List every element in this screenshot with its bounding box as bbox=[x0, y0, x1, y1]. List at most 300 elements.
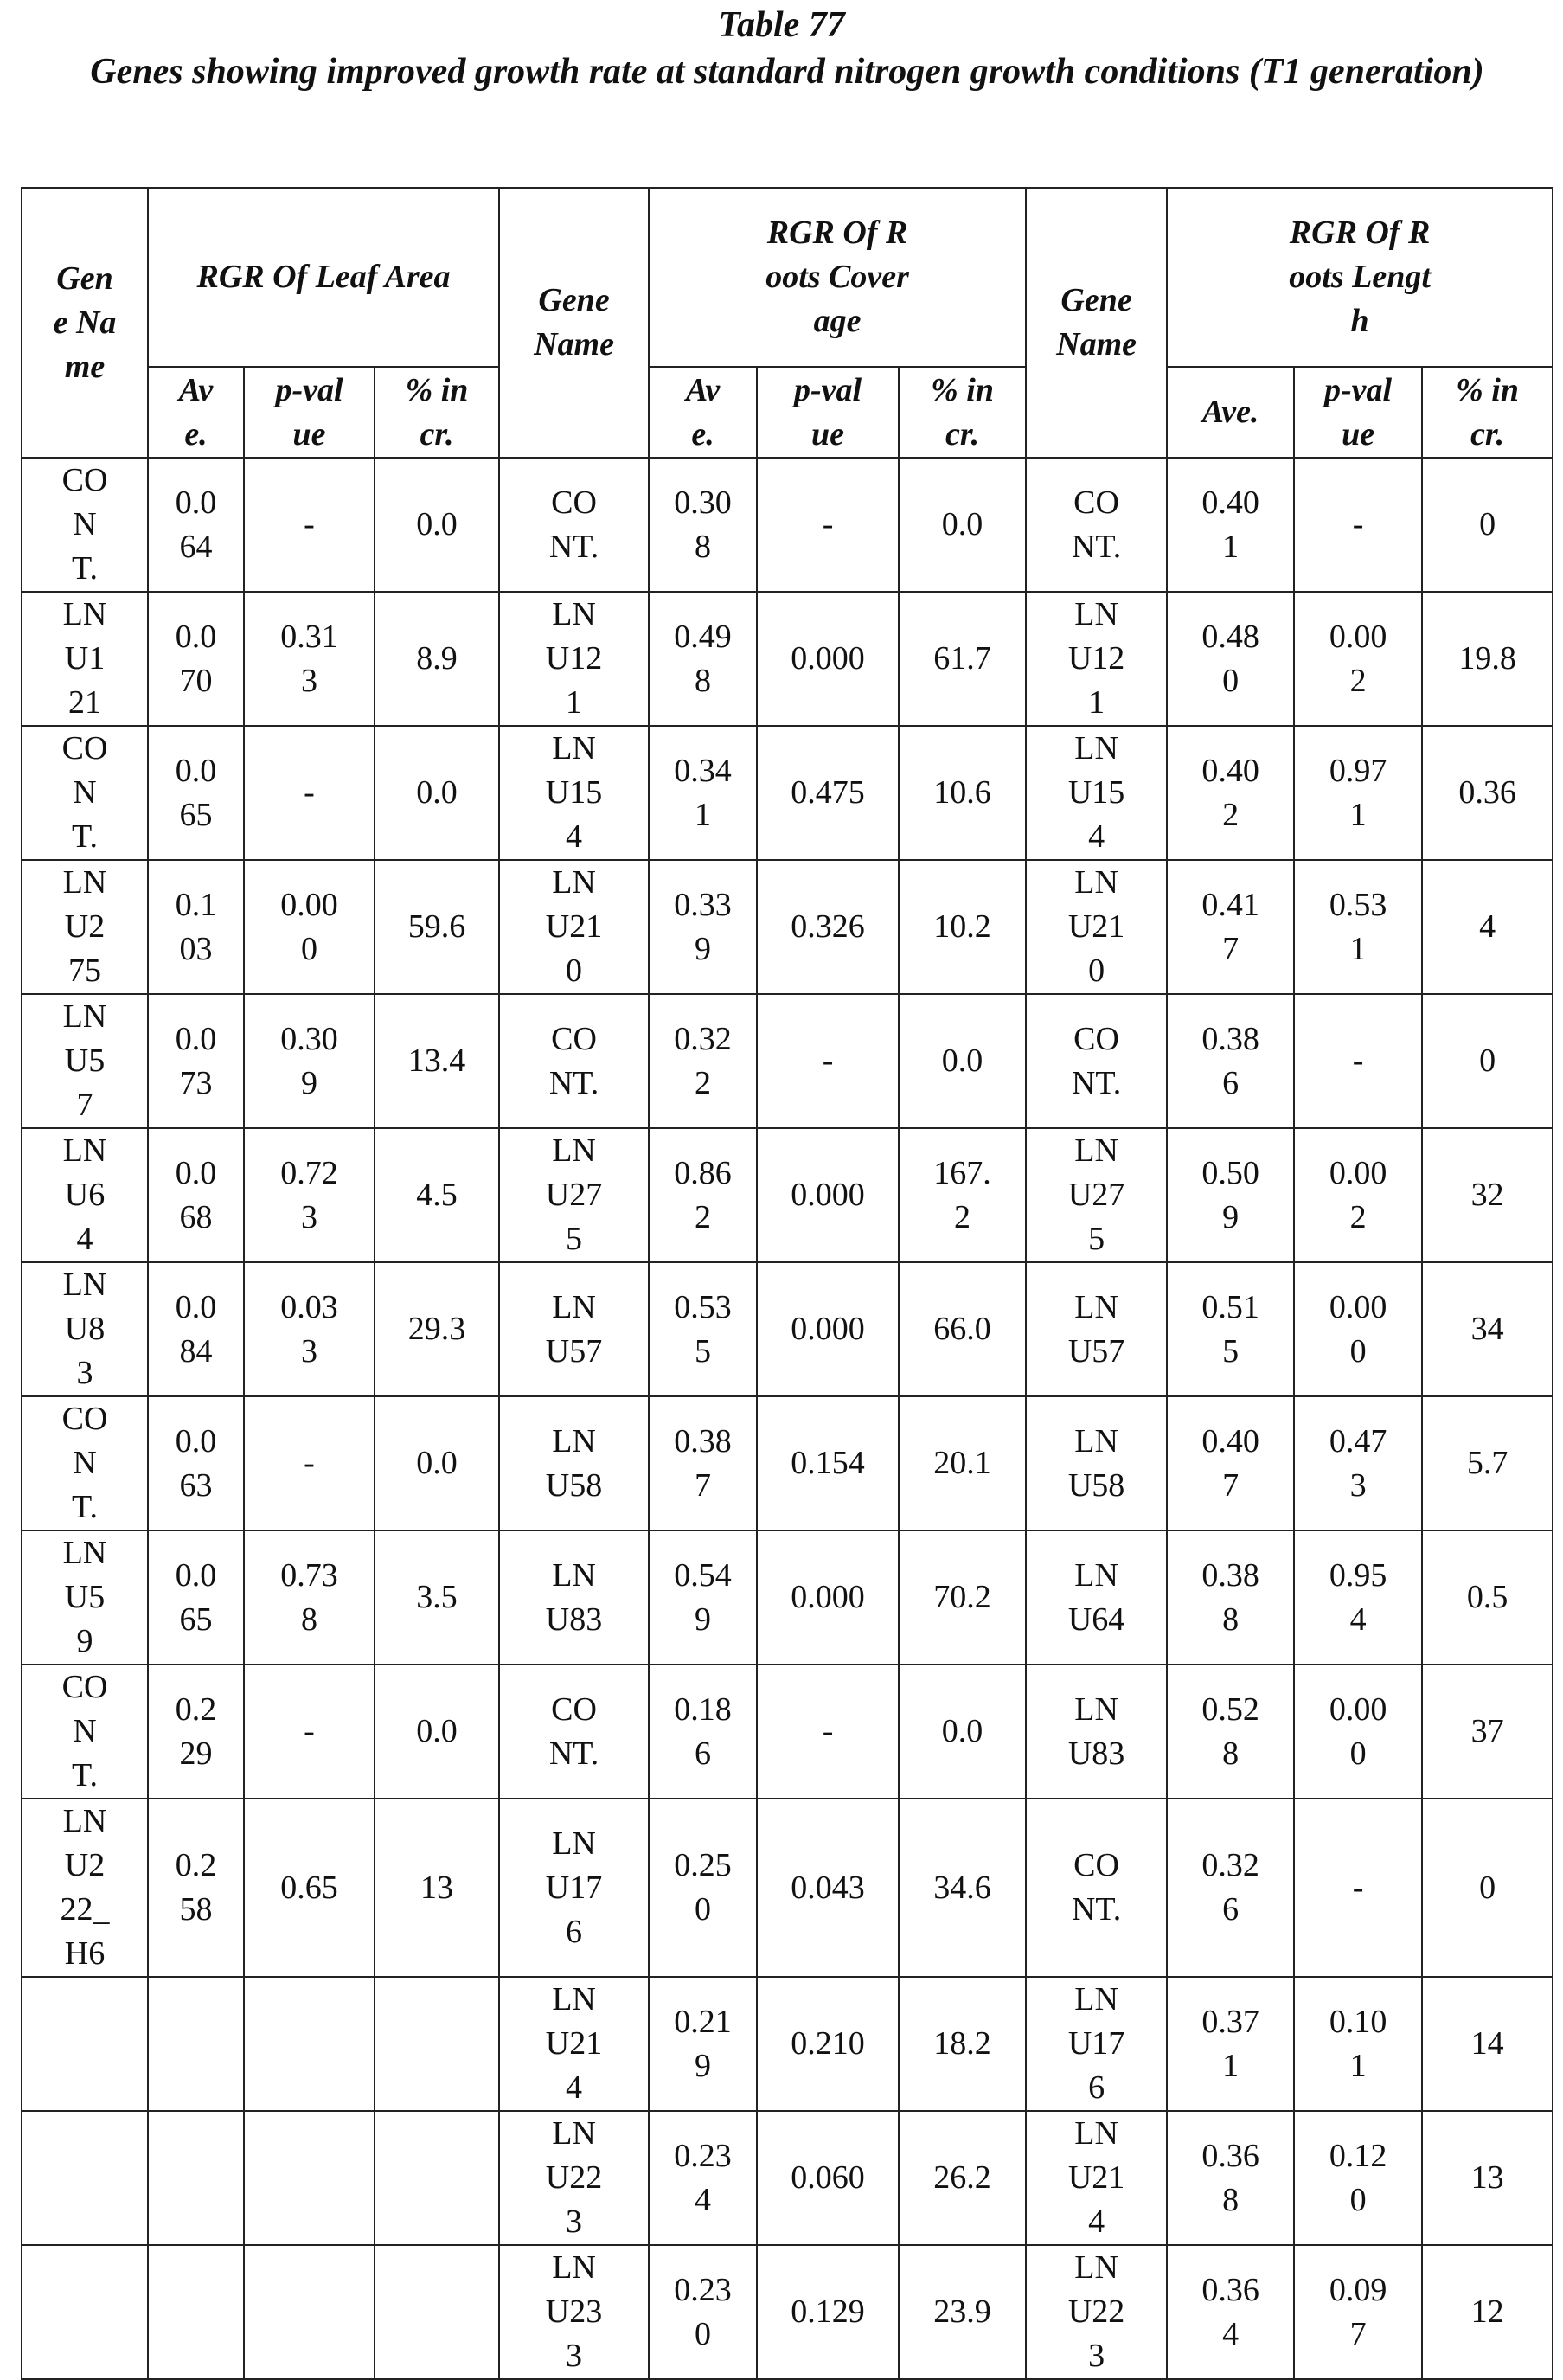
cell-ave bbox=[148, 860, 244, 994]
table-caption: Genes showing improved growth rate at standard nitrogen growth conditions (T1 generation) bbox=[52, 48, 1522, 95]
cell-gene-name bbox=[22, 458, 148, 592]
cell-value: 0.387 bbox=[670, 1420, 736, 1508]
cell-gene-name bbox=[22, 2245, 148, 2379]
cell-value: LNU275 bbox=[61, 861, 110, 993]
cell-gene-name bbox=[499, 726, 649, 860]
cell-ave bbox=[148, 1530, 244, 1665]
cell-value: 0.000 bbox=[1325, 1286, 1391, 1374]
cell-p-value bbox=[1294, 994, 1422, 1128]
cell-value: 0.402 bbox=[1198, 749, 1264, 837]
cell-ave bbox=[649, 1262, 757, 1396]
cell-value: 0.000 bbox=[791, 1173, 865, 1217]
cell-ave bbox=[148, 726, 244, 860]
cell-p-value bbox=[1294, 726, 1422, 860]
header-gene-name-2: Gene Name bbox=[499, 188, 649, 458]
cell-value: 0.002 bbox=[1325, 615, 1391, 703]
cell-gene-name bbox=[1026, 1262, 1167, 1396]
cell-gene-name bbox=[499, 1977, 649, 2111]
cell-pct-incr bbox=[1422, 994, 1553, 1128]
cell-value: - bbox=[823, 1710, 834, 1754]
cell-ave bbox=[1167, 860, 1294, 994]
cell-gene-name bbox=[499, 2245, 649, 2379]
cell-pct-incr bbox=[375, 1128, 499, 1262]
cell-gene-name bbox=[499, 860, 649, 994]
cell-value: LNU154 bbox=[541, 727, 607, 859]
cell-value: 66.0 bbox=[930, 1307, 996, 1351]
cell-ave bbox=[649, 592, 757, 726]
table-row bbox=[22, 2245, 1553, 2379]
header-pvalue-1: p-value bbox=[244, 367, 375, 458]
cell-pct-incr bbox=[375, 726, 499, 860]
cell-ave bbox=[1167, 1977, 1294, 2111]
cell-ave bbox=[148, 592, 244, 726]
cell-value: 0.234 bbox=[670, 2134, 736, 2223]
cell-value: 0.326 bbox=[1198, 1844, 1264, 1932]
cell-ave bbox=[148, 1665, 244, 1799]
cell-value: 0.480 bbox=[1198, 615, 1264, 703]
cell-p-value bbox=[757, 1530, 899, 1665]
cell-pct-incr bbox=[1422, 1799, 1553, 1977]
cell-p-value bbox=[1294, 1530, 1422, 1665]
cell-gene-name bbox=[1026, 1977, 1167, 2111]
cell-pct-incr bbox=[899, 1128, 1026, 1262]
cell-value: 0.0 bbox=[930, 1710, 996, 1754]
cell-pct-incr bbox=[1422, 1128, 1553, 1262]
cell-pct-incr bbox=[1422, 458, 1553, 592]
cell-value: LNU121 bbox=[541, 593, 607, 725]
header-ave-2: Ave. bbox=[649, 367, 757, 458]
cell-value: LNU121 bbox=[61, 593, 110, 725]
cell-pct-incr bbox=[375, 458, 499, 592]
cell-value: 26.2 bbox=[930, 2156, 996, 2200]
cell-value: 0.250 bbox=[670, 1844, 736, 1932]
cell-p-value bbox=[757, 726, 899, 860]
cell-value: 13 bbox=[420, 1866, 453, 1910]
cell-gene-name bbox=[1026, 994, 1167, 1128]
cell-ave bbox=[148, 994, 244, 1128]
cell-p-value bbox=[757, 1262, 899, 1396]
cell-p-value bbox=[244, 1128, 375, 1262]
cell-ave bbox=[1167, 1262, 1294, 1396]
cell-p-value bbox=[1294, 1977, 1422, 2111]
cell-value: - bbox=[1325, 1866, 1391, 1910]
cell-p-value bbox=[757, 1799, 899, 1977]
cell-pct-incr bbox=[899, 592, 1026, 726]
cell-value: 0.186 bbox=[670, 1688, 736, 1776]
cell-value: 70.2 bbox=[930, 1575, 996, 1620]
cell-value: LNU58 bbox=[541, 1420, 607, 1508]
cell-value: - bbox=[277, 771, 343, 815]
cell-value: 0.475 bbox=[791, 771, 865, 815]
cell-value: LNU83 bbox=[1064, 1688, 1130, 1776]
cell-ave bbox=[649, 458, 757, 592]
cell-ave bbox=[1167, 592, 1294, 726]
cell-value: 0.326 bbox=[791, 905, 865, 949]
cell-value: - bbox=[277, 1441, 343, 1485]
cell-value: 61.7 bbox=[930, 637, 996, 681]
cell-ave bbox=[1167, 2111, 1294, 2245]
cell-value: 0.407 bbox=[1198, 1420, 1264, 1508]
cell-value: CONT. bbox=[1064, 1017, 1130, 1106]
header-incr-1: % incr. bbox=[375, 367, 499, 458]
header-rgr-roots-length: RGR Of Roots Length bbox=[1167, 188, 1553, 367]
cell-value: 0.535 bbox=[670, 1286, 736, 1374]
cell-p-value bbox=[244, 1977, 375, 2111]
cell-ave bbox=[148, 1396, 244, 1530]
cell-pct-incr bbox=[1422, 2111, 1553, 2245]
cell-p-value bbox=[1294, 1262, 1422, 1396]
cell-value: 5.7 bbox=[1467, 1441, 1509, 1485]
cell-value: 0.070 bbox=[171, 615, 221, 703]
cell-value: 0.002 bbox=[1325, 1152, 1391, 1240]
header-incr-3: % incr. bbox=[1422, 367, 1553, 458]
cell-p-value bbox=[244, 1530, 375, 1665]
cell-gene-name bbox=[499, 458, 649, 592]
cell-value: - bbox=[823, 1039, 834, 1083]
cell-value: 0.401 bbox=[1198, 481, 1264, 569]
header-ave-3: Ave. bbox=[1167, 367, 1294, 458]
table-row bbox=[22, 1396, 1553, 1530]
cell-value: 0.0 bbox=[416, 1441, 458, 1485]
cell-ave bbox=[649, 2111, 757, 2245]
header-gene-name-1: Gene Name bbox=[22, 188, 148, 458]
cell-value: LNU57 bbox=[1064, 1286, 1130, 1374]
cell-gene-name bbox=[499, 1665, 649, 1799]
cell-value: 37 bbox=[1471, 1710, 1504, 1754]
cell-ave bbox=[649, 860, 757, 994]
cell-gene-name bbox=[499, 994, 649, 1128]
cell-value: CONT. bbox=[1064, 481, 1130, 569]
cell-gene-name bbox=[1026, 860, 1167, 994]
cell-ave bbox=[1167, 1396, 1294, 1530]
cell-gene-name bbox=[1026, 1530, 1167, 1665]
cell-value: LNU64 bbox=[61, 1129, 110, 1261]
cell-value: 0.064 bbox=[171, 481, 221, 569]
cell-pct-incr bbox=[375, 592, 499, 726]
cell-value: 0.129 bbox=[791, 2290, 865, 2334]
cell-ave bbox=[649, 1977, 757, 2111]
cell-value: 0.219 bbox=[670, 2000, 736, 2088]
cell-value: CONT. bbox=[61, 727, 110, 859]
table-title: Table 77 bbox=[0, 2, 1563, 48]
cell-value: LNU83 bbox=[541, 1554, 607, 1642]
cell-value: LNU233 bbox=[541, 2246, 607, 2378]
table-row bbox=[22, 1530, 1553, 1665]
cell-pct-incr bbox=[1422, 1977, 1553, 2111]
cell-pct-incr bbox=[375, 1977, 499, 2111]
cell-value: CONT. bbox=[61, 1397, 110, 1530]
cell-gene-name bbox=[22, 1530, 148, 1665]
cell-value: - bbox=[1325, 503, 1391, 547]
cell-value: 0.364 bbox=[1198, 2268, 1264, 2357]
cell-value: 0.065 bbox=[171, 749, 221, 837]
cell-value: 29.3 bbox=[408, 1307, 466, 1351]
cell-ave bbox=[649, 994, 757, 1128]
cell-gene-name bbox=[1026, 1799, 1167, 1977]
header-pvalue-2: p-value bbox=[757, 367, 899, 458]
cell-value: 0.154 bbox=[791, 1441, 865, 1485]
cell-value: 0.386 bbox=[1198, 1017, 1264, 1106]
cell-ave bbox=[649, 726, 757, 860]
cell-value: 18.2 bbox=[930, 2022, 996, 2066]
cell-p-value bbox=[1294, 458, 1422, 592]
cell-ave bbox=[148, 1128, 244, 1262]
cell-value: LNU57 bbox=[61, 995, 110, 1127]
cell-value: 20.1 bbox=[930, 1441, 996, 1485]
cell-p-value bbox=[757, 1977, 899, 2111]
cell-p-value bbox=[244, 860, 375, 994]
cell-p-value bbox=[757, 2111, 899, 2245]
cell-value: 0.000 bbox=[791, 1307, 865, 1351]
cell-ave bbox=[1167, 1128, 1294, 1262]
cell-ave bbox=[1167, 726, 1294, 860]
cell-p-value bbox=[1294, 592, 1422, 726]
cell-value: - bbox=[277, 503, 343, 547]
cell-gene-name bbox=[22, 994, 148, 1128]
results-table bbox=[21, 187, 1553, 2380]
cell-value: 0.073 bbox=[171, 1017, 221, 1106]
cell-value: 0.515 bbox=[1198, 1286, 1264, 1374]
cell-pct-incr bbox=[899, 2245, 1026, 2379]
cell-ave bbox=[649, 1396, 757, 1530]
cell-gene-name bbox=[22, 1665, 148, 1799]
table-row bbox=[22, 1799, 1553, 1977]
cell-value: 10.6 bbox=[930, 771, 996, 815]
cell-gene-name bbox=[1026, 1665, 1167, 1799]
cell-p-value bbox=[1294, 1799, 1422, 1977]
cell-p-value bbox=[244, 1665, 375, 1799]
cell-ave bbox=[148, 1799, 244, 1977]
cell-value: LNU210 bbox=[541, 861, 607, 993]
cell-p-value bbox=[244, 1262, 375, 1396]
cell-pct-incr bbox=[899, 1799, 1026, 1977]
cell-value: 0.063 bbox=[171, 1420, 221, 1508]
cell-gene-name bbox=[22, 1977, 148, 2111]
cell-gene-name bbox=[22, 2111, 148, 2245]
cell-value: 0.509 bbox=[1198, 1152, 1264, 1240]
cell-pct-incr bbox=[375, 994, 499, 1128]
cell-value: 23.9 bbox=[930, 2290, 996, 2334]
cell-value: - bbox=[1325, 1039, 1391, 1083]
cell-pct-incr bbox=[899, 1396, 1026, 1530]
cell-value: 13 bbox=[1471, 2156, 1504, 2200]
cell-ave bbox=[1167, 994, 1294, 1128]
cell-pct-incr bbox=[1422, 592, 1553, 726]
cell-pct-incr bbox=[1422, 860, 1553, 994]
cell-pct-incr bbox=[899, 860, 1026, 994]
cell-pct-incr bbox=[1422, 1530, 1553, 1665]
cell-p-value bbox=[1294, 2111, 1422, 2245]
cell-value: 0.388 bbox=[1198, 1554, 1264, 1642]
cell-gene-name bbox=[1026, 2245, 1167, 2379]
cell-p-value bbox=[244, 458, 375, 592]
cell-value: - bbox=[277, 1710, 343, 1754]
table-row bbox=[22, 1128, 1553, 1262]
cell-pct-incr bbox=[899, 1262, 1026, 1396]
cell-value: 34.6 bbox=[930, 1866, 996, 1910]
header-incr-2: % incr. bbox=[899, 367, 1026, 458]
cell-pct-incr bbox=[375, 1665, 499, 1799]
cell-p-value bbox=[1294, 2245, 1422, 2379]
cell-value: 32 bbox=[1471, 1173, 1504, 1217]
cell-ave bbox=[649, 1665, 757, 1799]
cell-value: 0.0 bbox=[930, 1039, 996, 1083]
cell-value: 14 bbox=[1471, 2022, 1504, 2066]
cell-value: 0.309 bbox=[277, 1017, 343, 1106]
cell-value: LNU154 bbox=[1064, 727, 1130, 859]
cell-pct-incr bbox=[899, 726, 1026, 860]
cell-value: 0.308 bbox=[670, 481, 736, 569]
table-row bbox=[22, 994, 1553, 1128]
cell-value: 0.723 bbox=[277, 1152, 343, 1240]
cell-value: LNU176 bbox=[541, 1822, 607, 1954]
cell-p-value bbox=[757, 592, 899, 726]
cell-p-value bbox=[757, 458, 899, 592]
cell-pct-incr bbox=[1422, 726, 1553, 860]
header-ave-1: Ave. bbox=[148, 367, 244, 458]
cell-value: 0.258 bbox=[171, 1844, 221, 1932]
cell-p-value bbox=[757, 1665, 899, 1799]
cell-p-value bbox=[1294, 1665, 1422, 1799]
cell-p-value bbox=[1294, 1396, 1422, 1530]
cell-pct-incr bbox=[375, 1530, 499, 1665]
cell-ave bbox=[649, 1530, 757, 1665]
header-pvalue-3: p-value bbox=[1294, 367, 1422, 458]
cell-p-value bbox=[757, 1128, 899, 1262]
cell-value: 0.229 bbox=[171, 1688, 221, 1776]
cell-gene-name bbox=[499, 2111, 649, 2245]
cell-gene-name bbox=[499, 1799, 649, 1977]
cell-value: 0.043 bbox=[791, 1866, 865, 1910]
cell-ave bbox=[1167, 1799, 1294, 1977]
cell-p-value bbox=[1294, 860, 1422, 994]
cell-value: 0.368 bbox=[1198, 2134, 1264, 2223]
cell-pct-incr bbox=[375, 2111, 499, 2245]
cell-value: CONT. bbox=[541, 481, 607, 569]
table-row bbox=[22, 1977, 1553, 2111]
cell-value: 3.5 bbox=[416, 1575, 458, 1620]
cell-value: 0.498 bbox=[670, 615, 736, 703]
cell-ave bbox=[649, 1128, 757, 1262]
cell-value: 59.6 bbox=[408, 905, 466, 949]
cell-value: 0.033 bbox=[277, 1286, 343, 1374]
cell-p-value bbox=[1294, 1128, 1422, 1262]
cell-pct-incr bbox=[899, 1530, 1026, 1665]
cell-value: LNU57 bbox=[541, 1286, 607, 1374]
cell-ave bbox=[148, 1262, 244, 1396]
cell-value: 0 bbox=[1479, 1866, 1496, 1910]
table-row bbox=[22, 726, 1553, 860]
cell-value: 0.65 bbox=[277, 1866, 343, 1910]
cell-ave bbox=[1167, 2245, 1294, 2379]
cell-p-value bbox=[757, 994, 899, 1128]
cell-p-value bbox=[244, 2245, 375, 2379]
cell-value: 0.738 bbox=[277, 1554, 343, 1642]
cell-value: 0.417 bbox=[1198, 883, 1264, 972]
cell-value: 12 bbox=[1471, 2290, 1504, 2334]
cell-pct-incr bbox=[899, 2111, 1026, 2245]
cell-value: 0.097 bbox=[1325, 2268, 1391, 2357]
cell-gene-name bbox=[22, 1396, 148, 1530]
cell-value: LNU210 bbox=[1064, 861, 1130, 993]
cell-value: 0.971 bbox=[1325, 749, 1391, 837]
cell-p-value bbox=[244, 726, 375, 860]
cell-value: 0.103 bbox=[171, 883, 221, 972]
cell-p-value bbox=[757, 2245, 899, 2379]
cell-value: 10.2 bbox=[930, 905, 996, 949]
cell-pct-incr bbox=[899, 1665, 1026, 1799]
header-rgr-roots-coverage: RGR Of Roots Coverage bbox=[649, 188, 1026, 367]
cell-p-value bbox=[244, 2111, 375, 2245]
cell-ave bbox=[1167, 458, 1294, 592]
cell-value: 8.9 bbox=[416, 637, 458, 681]
cell-value: 0.473 bbox=[1325, 1420, 1391, 1508]
table-row bbox=[22, 860, 1553, 994]
cell-value: 0.101 bbox=[1325, 2000, 1391, 2088]
cell-gene-name bbox=[1026, 1396, 1167, 1530]
header-gene-name-3: Gene Name bbox=[1026, 188, 1167, 458]
cell-value: LNU59 bbox=[61, 1531, 110, 1664]
table-row bbox=[22, 2111, 1553, 2245]
cell-gene-name bbox=[499, 1530, 649, 1665]
cell-value: CONT. bbox=[61, 459, 110, 591]
cell-pct-incr bbox=[899, 994, 1026, 1128]
cell-value: 0.528 bbox=[1198, 1688, 1264, 1776]
cell-value: LNU222_H6 bbox=[61, 1799, 110, 1976]
cell-value: 0.0 bbox=[416, 503, 458, 547]
cell-value: 0.36 bbox=[1458, 771, 1516, 815]
cell-value: LNU214 bbox=[1064, 2112, 1130, 2244]
cell-pct-incr bbox=[1422, 1665, 1553, 1799]
cell-p-value bbox=[757, 860, 899, 994]
cell-value: 0.371 bbox=[1198, 2000, 1264, 2088]
cell-pct-incr bbox=[899, 458, 1026, 592]
cell-value: CONT. bbox=[1064, 1844, 1130, 1932]
cell-value: 0.531 bbox=[1325, 883, 1391, 972]
cell-value: 0.065 bbox=[171, 1554, 221, 1642]
cell-value: LNU275 bbox=[1064, 1129, 1130, 1261]
cell-gene-name bbox=[499, 1128, 649, 1262]
table-row bbox=[22, 458, 1553, 592]
cell-gene-name bbox=[22, 726, 148, 860]
cell-value: 0.549 bbox=[670, 1554, 736, 1642]
cell-gene-name bbox=[499, 592, 649, 726]
header-rgr-leaf-area: RGR Of Leaf Area bbox=[148, 188, 499, 367]
cell-gene-name bbox=[499, 1396, 649, 1530]
cell-gene-name bbox=[1026, 1128, 1167, 1262]
cell-pct-incr bbox=[375, 860, 499, 994]
cell-pct-incr bbox=[1422, 2245, 1553, 2379]
cell-value: 0.339 bbox=[670, 883, 736, 972]
cell-value: 0.230 bbox=[670, 2268, 736, 2357]
cell-value: 0.000 bbox=[1325, 1688, 1391, 1776]
cell-value: 0 bbox=[1479, 1039, 1496, 1083]
cell-p-value bbox=[244, 1799, 375, 1977]
cell-ave bbox=[148, 2245, 244, 2379]
table-row bbox=[22, 592, 1553, 726]
cell-ave bbox=[148, 1977, 244, 2111]
cell-gene-name bbox=[22, 860, 148, 994]
cell-value: 0.5 bbox=[1467, 1575, 1509, 1620]
cell-pct-incr bbox=[375, 1799, 499, 1977]
cell-gene-name bbox=[22, 1799, 148, 1977]
cell-value: LNU64 bbox=[1064, 1554, 1130, 1642]
cell-value: 0.120 bbox=[1325, 2134, 1391, 2223]
cell-value: LNU223 bbox=[541, 2112, 607, 2244]
cell-p-value bbox=[244, 592, 375, 726]
cell-ave bbox=[649, 2245, 757, 2379]
cell-pct-incr bbox=[375, 2245, 499, 2379]
